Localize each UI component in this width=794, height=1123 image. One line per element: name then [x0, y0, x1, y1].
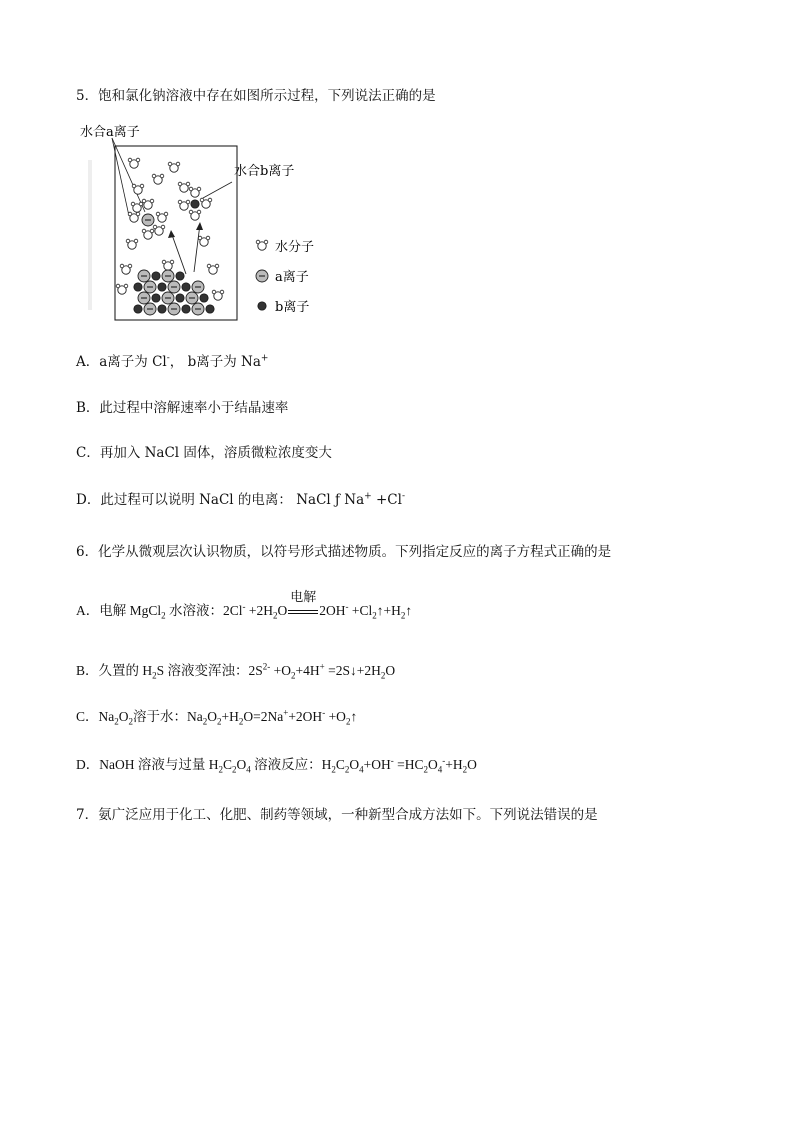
label-hydrated-b: 水合b离子	[234, 164, 295, 179]
strip	[88, 160, 92, 310]
crystal-lattice	[134, 270, 214, 315]
q5-option-a: A．a离子为 Cl-， b离子为 Na+	[76, 353, 269, 370]
dissolution-diagram	[76, 120, 336, 330]
legend-b: b离子	[275, 300, 310, 315]
q6-option-a: A．电解 MgCl$_2$ 水溶液：$2Cl^- +2H_2O$ 电解 $2OH^- +Cl_2↑+H_2↑$	[76, 589, 413, 621]
q5-option-b: B．此过程中溶解速率小于结晶速率	[76, 400, 289, 416]
q6-option-c: C．$Na_2O_2$溶于水：$Na_2O_2+H_2O=2Na^++2OH^-$ $+O_2↑$	[76, 707, 358, 727]
electrolysis-sign: 电解	[287, 603, 319, 619]
dissolution-svg	[76, 120, 336, 330]
legend-water: 水分子	[275, 240, 315, 255]
q7-stem: 7．氨广泛应用于化工、化肥、制药等领域，一种新型合成方法如下。下列说法错误的是	[76, 807, 598, 823]
q5-option-c: C．再加入 NaCl 固体，溶质微粒浓度变大	[76, 445, 332, 461]
q5-stem: 5．饱和氯化钠溶液中存在如图所示过程，下列说法正确的是	[76, 88, 436, 104]
q6-option-b: B．久置的 $H_2S$ 溶液变浑浊：$2S^{2-} +O_2+4H^+$ $=2S↓+2H_2O$	[76, 661, 396, 681]
q6-option-d: D．NaOH 溶液与过量 $H_2C_2O_4$ 溶液反应：$H_2C_2O_4+OH^- =HC_2O_4^-+H_2O$	[76, 755, 477, 775]
q6-stem: 6．化学从微观层次认识物质，以符号形式描述物质。下列指定反应的离子方程式正确的是	[76, 544, 612, 560]
q5-option-d: D．此过程可以说明 NaCl 的电离： NaCl ƒ Na+ +Cl-	[76, 491, 405, 508]
legend-a: a离子	[275, 270, 309, 285]
label-hydrated-a: 水合a离子	[80, 125, 140, 140]
